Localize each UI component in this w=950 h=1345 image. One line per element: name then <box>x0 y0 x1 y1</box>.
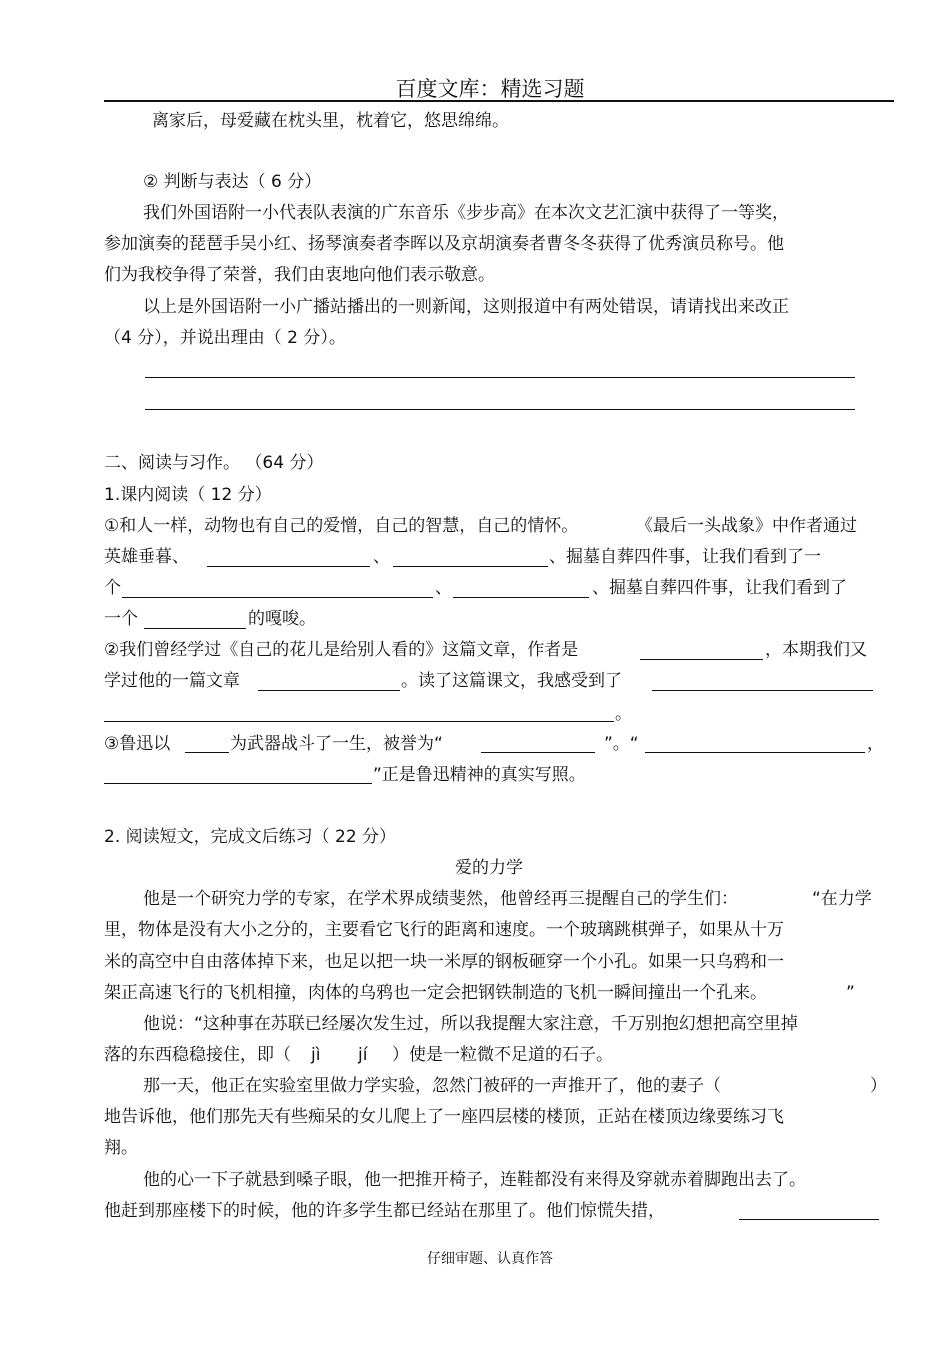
text-line: 个 <box>104 578 121 598</box>
answer-line[interactable] <box>145 377 855 378</box>
text-line: 、掘墓自葬四件事，让我们看到了 <box>592 578 847 598</box>
text-line: 以上是外国语附一小广播站播出的一则新闻，这则报道中有两处错误，请请找出来改正 <box>143 297 789 317</box>
answer-blank[interactable] <box>481 752 595 753</box>
pinyin-option: jí <box>358 1045 368 1065</box>
text-line: 们为我校争得了荣誉，我们由衷地向他们表示敬意。 <box>104 265 495 285</box>
pinyin-option: jì <box>311 1045 321 1065</box>
text-line: 。读了这篇课文，我感受到了 <box>401 671 622 691</box>
text-line: 他的心一下子就悬到嗓子眼，他一把推开椅子，连鞋都没有来得及穿就赤着脚跑出去了。 <box>143 1170 806 1190</box>
text-line: 、掘墓自葬四件事，让我们看到了一 <box>549 547 821 567</box>
text-line: ③鲁迅以 <box>104 734 171 754</box>
question-heading: 2. 阅读短文，完成文后练习（ 22 分） <box>104 827 397 847</box>
text-line: ” <box>846 983 855 1003</box>
text-line: 他赶到那座楼下的时候，他的许多学生都已经站在那里了。他们惊慌失措， <box>104 1201 665 1221</box>
text-line: 地告诉他，他们那先天有些痴呆的女儿爬上了一座四层楼的楼顶，正站在楼顶边缘要练习飞 <box>104 1107 784 1127</box>
text-line: ） <box>870 1076 887 1096</box>
text-line: ①和人一样，动物也有自己的爱憎，自己的智慧，自己的情怀。 <box>104 516 579 536</box>
text-line: ）使是一粒微不足道的石子。 <box>392 1045 613 1065</box>
text-line: （4 分），并说出理由（ 2 分）。 <box>104 328 346 348</box>
text-line: 英雄垂暮、 <box>104 547 189 567</box>
text-line: ， <box>867 734 884 754</box>
text-line: 参加演奏的琵琶手吴小红、扬琴演奏者李晖以及京胡演奏者曹冬冬获得了优秀演员称号。他 <box>104 234 784 254</box>
answer-blank[interactable] <box>645 752 865 753</box>
text-line: 米的高空中自由落体掉下来，也足以把一块一米厚的钢板砸穿一个小孔。如果一只乌鸦和一 <box>104 952 784 972</box>
answer-blank[interactable] <box>640 659 763 660</box>
text-line: 落的东西稳稳接住，即（ <box>104 1045 291 1065</box>
answer-blank[interactable] <box>258 690 400 691</box>
text-line: 里，物体是没有大小之分的，主要看它飞行的距离和速度。一个玻璃跳棋弹子，如果从十万 <box>104 920 784 940</box>
text-line: 。 <box>615 704 632 724</box>
answer-blank[interactable] <box>739 1219 879 1220</box>
text-line: 学过他的一篇文章 <box>104 671 240 691</box>
answer-blank[interactable] <box>104 721 614 722</box>
answer-blank[interactable] <box>393 566 548 567</box>
story-title: 爱的力学 <box>455 858 523 878</box>
answer-blank[interactable] <box>104 783 372 784</box>
text-line: ，本期我们又 <box>765 640 867 660</box>
section-heading: 二、阅读与习作。 （64 分） <box>104 453 324 473</box>
answer-blank[interactable] <box>185 752 229 753</box>
text-line: 离家后，母爱藏在枕头里，枕着它，悠思绵绵。 <box>152 111 509 131</box>
text-line: 那一天，他正在实验室里做力学实验，忽然门被砰的一声推开了，他的妻子（ <box>143 1076 721 1096</box>
text-line: “在力学 <box>812 889 872 909</box>
question-heading: 1.课内阅读（ 12 分） <box>104 485 272 505</box>
text-line: 他说：“这种事在苏联已经屡次发生过，所以我提醒大家注意，千万别抱幻想把高空里掉 <box>143 1014 798 1034</box>
text-line: 他是一个研究力学的专家，在学术界成绩斐然，他曾经再三提醒自己的学生们： <box>143 889 738 909</box>
text-line: ②我们曾经学过《自己的花儿是给别人看的》这篇文章，作者是 <box>104 640 579 660</box>
answer-blank[interactable] <box>144 628 246 629</box>
text-line: 我们外国语附一小代表队表演的广东音乐《步步高》在本次文艺汇演中获得了一等奖， <box>143 203 789 223</box>
header-rule <box>104 100 894 102</box>
text-line: 、 <box>373 547 390 567</box>
answer-blank[interactable] <box>453 597 589 598</box>
text-line: 一个 <box>104 609 138 629</box>
page-footer: 仔细审题、认真作答 <box>427 1251 553 1267</box>
text-line: ”。“ <box>604 734 639 754</box>
text-line: 、 <box>435 578 452 598</box>
text-line: ”正是鲁迅精神的真实写照。 <box>373 765 586 785</box>
answer-blank[interactable] <box>652 690 873 691</box>
answer-blank[interactable] <box>207 566 370 567</box>
text-line: 《最后一头战象》中作者通过 <box>636 516 857 536</box>
text-line: 为武器战斗了一生，被誉为“ <box>230 734 443 754</box>
answer-blank[interactable] <box>122 597 433 598</box>
page-header-title: 百度文库：精选习题 <box>395 77 585 101</box>
answer-line[interactable] <box>145 409 855 410</box>
question-heading: ② 判断与表达（ 6 分） <box>143 172 322 192</box>
text-line: 翔。 <box>104 1138 138 1158</box>
text-line: 的嘎唆。 <box>248 609 316 629</box>
text-line: 架正高速飞行的飞机相撞，肉体的乌鸦也一定会把钢铁制造的飞机一瞬间撞出一个孔来。 <box>104 983 767 1003</box>
